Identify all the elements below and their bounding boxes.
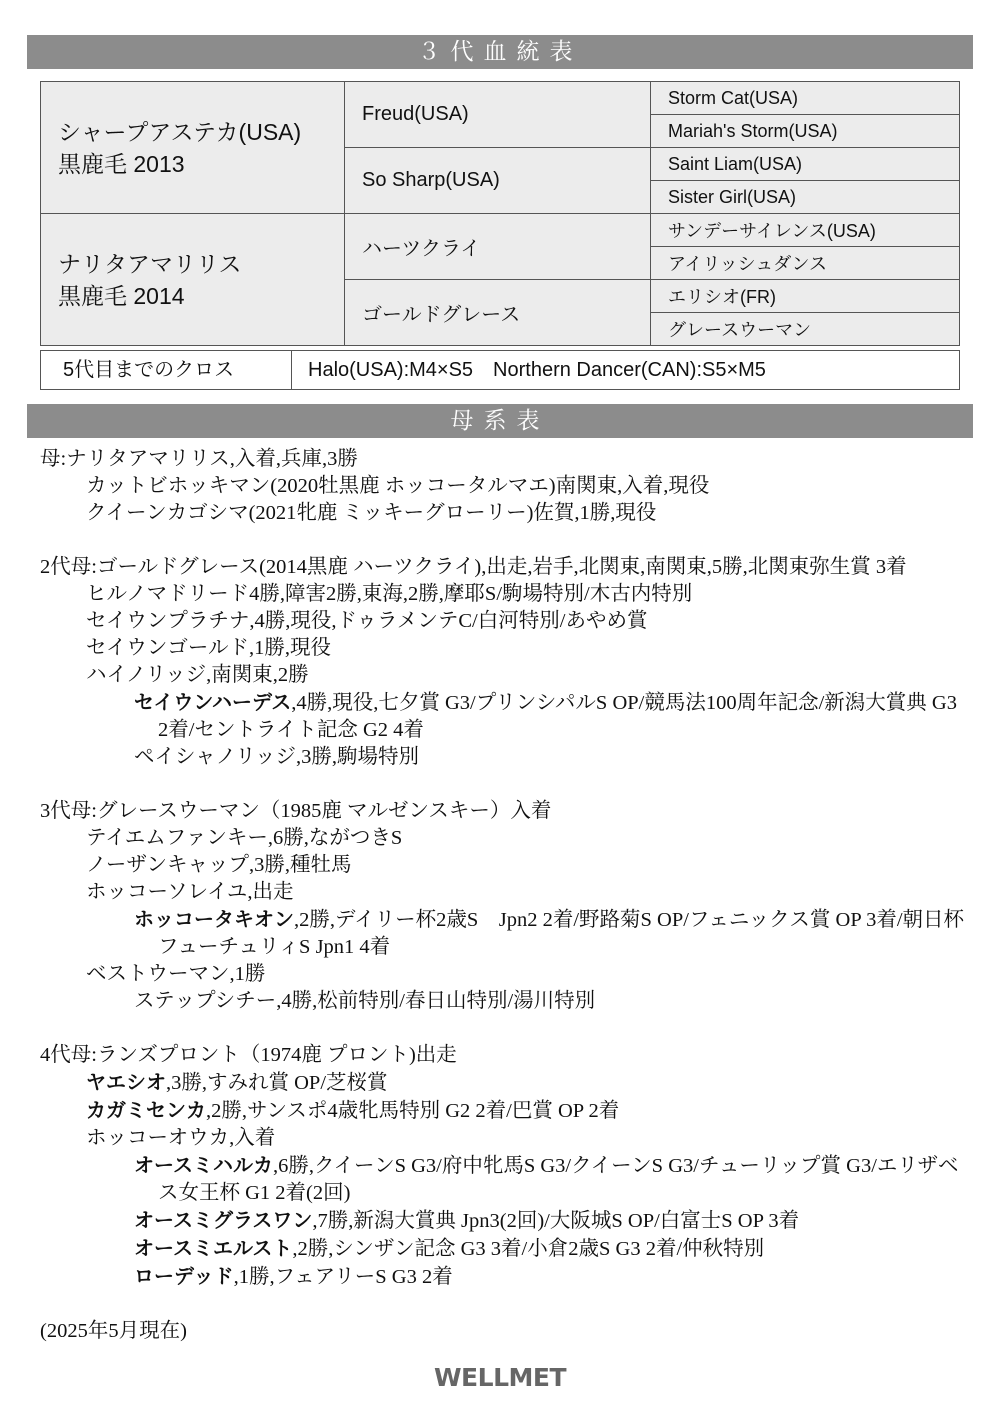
- notable-horse-name: セイウンハーデス: [134, 690, 292, 714]
- offspring-line: クイーンカゴシマ(2021牝鹿 ミッキーグローリー)佐賀,1勝,現役: [86, 502, 657, 524]
- offspring-line: ノーザンキャップ,3勝,種牡馬: [86, 854, 352, 876]
- record-text: ,2勝,シンザン記念 G3 3着/小倉2歳S G3 2着/仲秋特別: [292, 1238, 765, 1260]
- record-text: ,2勝,サンスポ4歳牝馬特別 G2 2着/巴賞 OP 2着: [206, 1100, 620, 1122]
- notable-horse-name: カガミセンカ: [86, 1098, 206, 1122]
- offspring-line: ステップシチー,4勝,松前特別/春日山特別/湯川特別: [134, 990, 596, 1012]
- offspring-line: ベストウーマン,1勝: [86, 963, 266, 985]
- dam-line: 母:ナリタアマリリス,入着,兵庫,3勝: [40, 448, 358, 470]
- dam-cell: [41, 214, 345, 346]
- record-text: ,7勝,新潟大賞典 Jpn3(2回)/大阪城S OP/白富士S OP 3着: [312, 1210, 800, 1232]
- offspring-line: ホッコーソレイユ,出走: [86, 881, 294, 903]
- notable-offspring-line: [40, 1152, 970, 1207]
- offspring-line: ペイシャノリッジ,3勝,駒場特別: [134, 746, 419, 768]
- record-text: ,2勝,デイリー杯2歳S Jpn2 2着/野路菊S OP/フェニックス賞 OP 3着/朝日杯フューチュリィS Jpn1 4着: [158, 909, 965, 958]
- offspring-line: ホッコーオウカ,入着: [86, 1127, 276, 1149]
- notable-offspring-line: [40, 1207, 970, 1235]
- sire-info: 黒鹿毛 2013: [58, 150, 185, 177]
- offspring-line: セイウンゴールド,1勝,現役: [86, 637, 331, 659]
- notable-offspring-line: [40, 1263, 970, 1291]
- notable-horse-name: ローデッド: [134, 1264, 234, 1288]
- fourth-dam-line: 4代母:ランズプロント（1974鹿 プロント)出走: [40, 1044, 457, 1066]
- notable-horse-name: ヤエシオ: [86, 1070, 166, 1094]
- dam-dam: ゴールドグレース: [345, 280, 651, 346]
- family-header: 母系表: [27, 404, 973, 438]
- notable-offspring-line: [40, 1069, 970, 1097]
- sire-cell: [41, 82, 345, 214]
- notable-offspring-line: [40, 689, 970, 744]
- cross-label: 5代目までのクロス: [41, 351, 292, 389]
- record-text: ,6勝,クイーンS G3/府中牝馬S G3/クイーンS G3/チューリップ賞 G3/エリザベス女王杯 G1 2着(2回): [158, 1155, 959, 1204]
- sire-sire: Freud(USA): [345, 82, 651, 148]
- notable-offspring-line: [40, 1097, 970, 1125]
- record-text: ,3勝,すみれ賞 OP/芝桜賞: [166, 1072, 388, 1094]
- offspring-line: テイエムファンキー,6勝,ながつきS: [86, 827, 403, 849]
- second-dam-line: 2代母:ゴールドグレース(2014黒鹿 ハーツクライ),出走,岩手,北関東,南関東,5勝,北関東弥生賞 3着: [40, 556, 907, 578]
- record-text: ,4勝,現役,七夕賞 G3/プリンシパルS OP/競馬法100周年記念/新潟大賞典 G3 2着/セントライト記念 G2 4着: [158, 692, 957, 741]
- pedigree-table: [40, 81, 960, 346]
- sire-dam-dam: Sister Girl(USA): [651, 181, 960, 214]
- sire-sire-sire: Storm Cat(USA): [651, 82, 960, 115]
- notable-horse-name: オースミエルスト: [134, 1236, 293, 1260]
- dam-info: 黒鹿毛 2014: [58, 282, 185, 309]
- dam-sire: ハーツクライ: [345, 214, 651, 280]
- family-table: [40, 446, 970, 1345]
- sire-sire-dam: Mariah's Storm(USA): [651, 115, 960, 148]
- dam-sire-sire: サンデーサイレンス(USA): [651, 214, 960, 247]
- notable-offspring-line: [40, 906, 970, 961]
- sire-name: シャープアステカ(USA): [58, 118, 302, 145]
- dam-dam-sire: エリシオ(FR): [651, 280, 960, 313]
- notable-horse-name: ホッコータキオン: [134, 907, 294, 931]
- notable-offspring-line: [40, 1235, 970, 1263]
- notable-horse-name: オースミハルカ: [134, 1153, 273, 1177]
- dam-name: ナリタアマリリス: [58, 250, 242, 277]
- third-dam-line: 3代母:グレースウーマン（1985鹿 マルゼンスキー）入着: [40, 800, 552, 822]
- notable-horse-name: オースミグラスワン: [134, 1208, 313, 1232]
- dam-dam-dam: グレースウーマン: [651, 313, 960, 346]
- offspring-line: ヒルノマドリード4勝,障害2勝,東海,2勝,摩耶S/駒場特別/木古内特別: [86, 583, 693, 605]
- dam-sire-dam: アイリッシュダンス: [651, 247, 960, 280]
- cross-row: [40, 350, 960, 390]
- sire-dam-sire: Saint Liam(USA): [651, 148, 960, 181]
- offspring-line: ハイノリッジ,南関東,2勝: [86, 664, 309, 686]
- offspring-line: セイウンプラチナ,4勝,現役,ドゥラメンテC/白河特別/あやめ賞: [86, 610, 648, 632]
- pedigree-header: ３代血統表: [27, 35, 973, 69]
- record-text: ,1勝,フェアリーS G3 2着: [233, 1266, 453, 1288]
- sire-dam: So Sharp(USA): [345, 148, 651, 214]
- as-of-note: (2025年5月現在): [40, 1320, 187, 1342]
- wellmet-logo: WELLMET: [433, 1363, 567, 1392]
- offspring-line: カットビホッキマン(2020牡黒鹿 ホッコータルマエ)南関東,入着,現役: [86, 475, 710, 497]
- cross-value: Halo(USA):M4×S5 Northern Dancer(CAN):S5×M5: [308, 359, 766, 381]
